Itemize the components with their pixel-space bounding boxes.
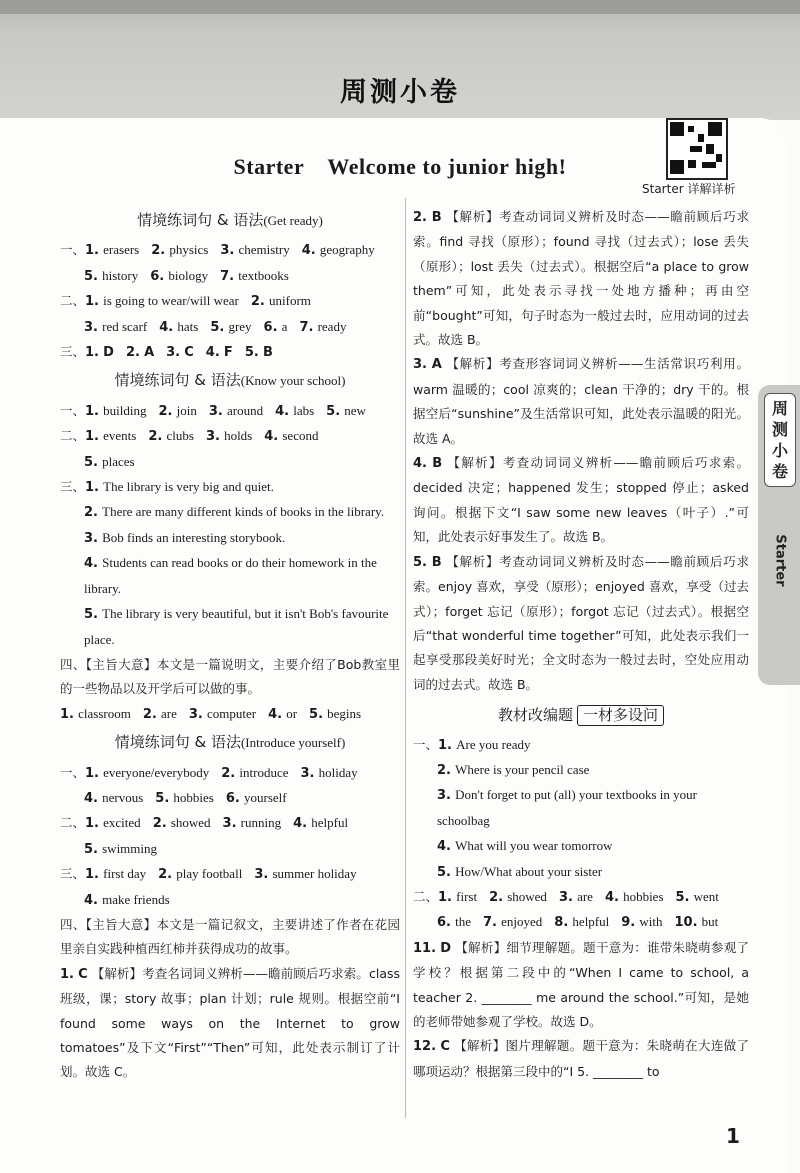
answer-line: 5. How/What about your sister [437,863,603,880]
answer-line: 5. The library is very beautiful, but it isn't Bob's favourite place. [84,606,389,647]
explanation-paragraph: 1. C 【解析】考查名词词义辨析——瞻前顾后巧求索。class 班级，课；story 故事；plan 计划；rule 规则。根据空前“I found some ways on the Internet to grow tomatoes”及下文“First”“Then”可知，此处表示制订了计划。故选 C。 [60,965,401,1080]
summary-paragraph: 四、【主旨大意】本文是一篇说明文，主要介绍了Bob教室里的一些物品以及开学后可以做的事。 [60,656,400,697]
right-column [413,205,749,1084]
answer-line: 一、1. everyone/everybody 2. introduce 3. holiday [60,764,358,781]
answer-line: 4. What will you wear tomorrow [437,838,613,855]
section-heading: 情境练词句 & 语法(Know your school) [114,371,346,390]
section-heading: 情境练词句 & 语法(Get ready) [137,211,323,229]
answer-line: 二、1. is going to wear/will wear 2. uniform [60,293,311,310]
answer-line: 4. nervous 5. hobbies 6. yourself [84,789,287,806]
answer-line: 二、1. excited 2. showed 3. running 4. helpful [60,815,349,832]
column-divider [405,198,406,1118]
explanation-paragraph: 4. B 【解析】考查动词词义辨析——瞻前顾后巧求索。decided 决定；happened 发生；stopped 停止；asked 询问。根据下文“I saw some new leaves（叶子）.”可知，此处表示好事发生了。故选 B。 [413,455,749,545]
boxed-label: 一材多设问 [577,705,664,726]
answer-line: 1. classroom 2. are 3. computer 4. or 5. begins [60,705,362,722]
explanation-paragraph: 5. B 【解析】考查动词词义辨析及时态——瞻前顾后巧求索。enjoy 喜欢，享受（原形）；enjoyed 喜欢，享受（过去式）；forget 忘记（原形）；forgot 忘记（过去式）。根据空后“that wonderful time together”可知，此处表示我们一起享受那段美好时光；全文时态为一般过去时，空处应用动词的过去式。故选 B。 [413,553,749,692]
answer-line: 三、1. The library is very big and quiet. [60,479,274,496]
answer-line: 4. make friends [84,891,170,908]
section-heading: 教材改编题 一材多设问 [413,703,749,727]
side-tab [758,385,800,685]
explanation-paragraph: 2. B 【解析】考查动词词义辨析及时态——瞻前顾后巧求索。find 寻找（原形）；found 寻找（过去式）；lose 丢失（原形）；lost 丢失（过去式）。根据空后“a place to grow them”可知，此处表示寻找一处地方播种；再由空前“bought”可知，句子时态为一般过去时，应用动词的过去式。故选 B。 [413,209,749,348]
section-heading: 情境练词句 & 语法(Introduce yourself) [114,733,346,752]
answer-line: 二、1. first 2. showed 3. are 4. hobbies 5. went [413,888,719,905]
answer-line: 2. There are many different kinds of books in the library. [84,504,385,521]
answer-line: 5. swimming [84,840,158,857]
page-number: 1 [726,1124,740,1148]
left-column [60,205,400,1085]
answer-line: 二、1. events 2. clubs 3. holds 4. second [60,428,319,445]
answer-line: 3. red scarf 4. hats 5. grey 6. a 7. ready [84,318,347,335]
page-header-title: 周测小卷 [340,77,460,108]
answer-line: 3. Bob finds an interesting storybook. [84,529,286,546]
answer-line: 5. history 6. biology 7. textbooks [84,267,289,284]
answer-line: 一、1. Are you ready [413,736,531,753]
summary-paragraph: 四、【主旨大意】本文是一篇记叙文，主要讲述了作者在花园里亲自实践种植西红柿并获得成功的故事。 [60,916,400,957]
answer-line: 一、1. erasers 2. physics 3. chemistry 4. geography [60,242,375,259]
answer-line: 4. Students can read books or do their homework in the library. [84,555,377,596]
explanation-paragraph: 12. C 【解析】图片理解题。题干意为：朱晓萌在大连做了哪项运动？根据第三段中的“I 5. ________ to [413,1038,749,1079]
answer-line: 一、1. building 2. join 3. around 4. labs 5. new [60,402,366,419]
explanation-paragraph: 3. A 【解析】考查形容词词义辨析——生活常识巧利用。warm 温暖的；cool 凉爽的；clean 干净的；dry 干的。根据空后“sunshine”及生活常识可知，此处表示温暖的阳光。故选 A。 [413,356,749,446]
side-tab-unit: Starter [772,534,788,587]
answer-line: 5. places [84,453,135,470]
answer-line: 三、1. first day 2. play football 3. summer holiday [60,866,357,883]
answer-line: 2. Where is your pencil case [437,761,590,778]
top-strip [0,0,800,14]
qr-caption: Starter 详解详析 [642,182,736,196]
side-tab-label: 周测小卷 [764,393,796,487]
answer-line: 3. Don't forget to put (all) your textbooks in your schoolbag [437,787,697,828]
unit-title: Starter Welcome to junior high! [233,154,567,179]
answer-line: 三、1. D 2. A 3. C 4. F 5. B [60,344,273,361]
explanation-paragraph: 11. D 【解析】细节理解题。题干意为：谁带朱晓萌参观了学校？根据第二段中的“When I came to school, a teacher 2. ________ me around the school.”可知，是她的老师带她参观了学校。故选 D。 [413,939,749,1029]
answer-line: 6. the 7. enjoyed 8. helpful 9. with 10. but [437,914,719,931]
